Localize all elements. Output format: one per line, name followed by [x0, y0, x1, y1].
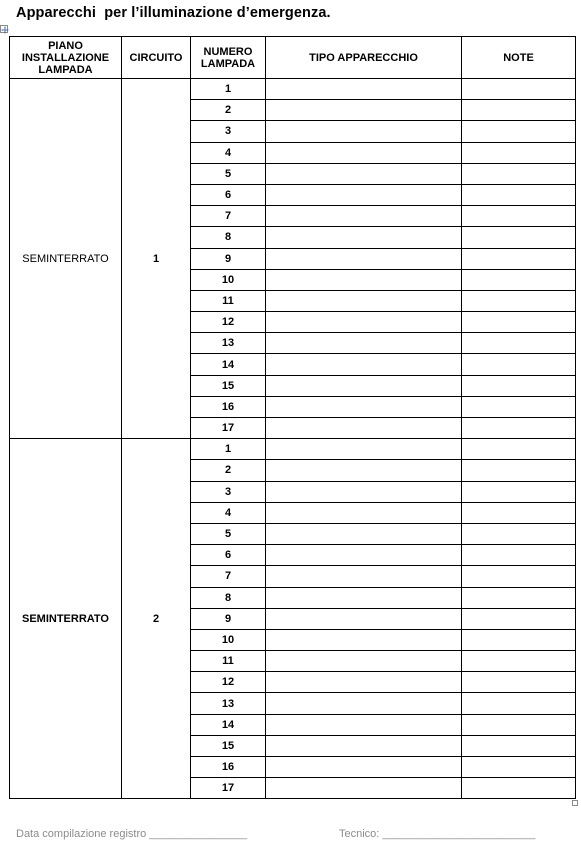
numero-lampada-cell: 16: [191, 757, 266, 778]
numero-lampada-cell: 8: [191, 227, 266, 248]
tipo-apparecchio-cell[interactable]: [266, 735, 462, 756]
tipo-apparecchio-cell[interactable]: [266, 375, 462, 396]
numero-lampada-cell: 8: [191, 587, 266, 608]
numero-lampada-cell: 14: [191, 354, 266, 375]
numero-lampada-cell: 5: [191, 163, 266, 184]
tipo-apparecchio-cell[interactable]: [266, 523, 462, 544]
tipo-apparecchio-cell[interactable]: [266, 142, 462, 163]
numero-lampada-cell: 11: [191, 290, 266, 311]
note-cell[interactable]: [462, 629, 576, 650]
numero-lampada-cell: 12: [191, 312, 266, 333]
note-cell[interactable]: [462, 545, 576, 566]
tipo-apparecchio-cell[interactable]: [266, 439, 462, 460]
tipo-apparecchio-cell[interactable]: [266, 184, 462, 205]
tipo-apparecchio-cell[interactable]: [266, 163, 462, 184]
tipo-apparecchio-cell[interactable]: [266, 100, 462, 121]
page-title: Apparecchi per l’illuminazione d’emergenza.: [16, 5, 331, 21]
note-cell[interactable]: [462, 693, 576, 714]
numero-lampada-cell: 4: [191, 502, 266, 523]
piano-cell: SEMINTERRATO: [10, 439, 122, 799]
note-cell[interactable]: [462, 672, 576, 693]
numero-lampada-cell: 11: [191, 651, 266, 672]
tipo-apparecchio-cell[interactable]: [266, 672, 462, 693]
tipo-apparecchio-cell[interactable]: [266, 629, 462, 650]
tipo-apparecchio-cell[interactable]: [266, 396, 462, 417]
header-tipo: TIPO APPARECCHIO: [266, 37, 462, 79]
tipo-apparecchio-cell[interactable]: [266, 651, 462, 672]
numero-lampada-cell: 4: [191, 142, 266, 163]
note-cell[interactable]: [462, 523, 576, 544]
emergency-lights-table: [9, 36, 576, 799]
note-cell[interactable]: [462, 142, 576, 163]
note-cell[interactable]: [462, 248, 576, 269]
note-cell[interactable]: [462, 312, 576, 333]
numero-lampada-cell: 2: [191, 460, 266, 481]
tipo-apparecchio-cell[interactable]: [266, 460, 462, 481]
numero-lampada-cell: 10: [191, 269, 266, 290]
numero-lampada-cell: 9: [191, 248, 266, 269]
tipo-apparecchio-cell[interactable]: [266, 693, 462, 714]
tipo-apparecchio-cell[interactable]: [266, 269, 462, 290]
note-cell[interactable]: [462, 184, 576, 205]
note-cell[interactable]: [462, 439, 576, 460]
tipo-apparecchio-cell[interactable]: [266, 502, 462, 523]
numero-lampada-cell: 7: [191, 566, 266, 587]
note-cell[interactable]: [462, 206, 576, 227]
numero-lampada-cell: 6: [191, 545, 266, 566]
numero-lampada-cell: 1: [191, 439, 266, 460]
numero-lampada-cell: 1: [191, 79, 266, 100]
note-cell[interactable]: [462, 79, 576, 100]
note-cell[interactable]: [462, 269, 576, 290]
resize-handle-icon[interactable]: [572, 800, 578, 806]
tipo-apparecchio-cell[interactable]: [266, 608, 462, 629]
header-numero: NUMERO LAMPADA: [191, 37, 266, 79]
numero-lampada-cell: 16: [191, 396, 266, 417]
note-cell[interactable]: [462, 460, 576, 481]
note-cell[interactable]: [462, 735, 576, 756]
header-piano: PIANO INSTALLAZIONE LAMPADA: [10, 37, 122, 79]
tipo-apparecchio-cell[interactable]: [266, 312, 462, 333]
move-handle-icon[interactable]: [0, 25, 8, 33]
note-cell[interactable]: [462, 714, 576, 735]
note-cell[interactable]: [462, 757, 576, 778]
tipo-apparecchio-cell[interactable]: [266, 418, 462, 439]
tipo-apparecchio-cell[interactable]: [266, 757, 462, 778]
note-cell[interactable]: [462, 375, 576, 396]
circuito-cell: 1: [122, 79, 191, 439]
data-compilazione-label: Data compilazione registro ________________: [16, 828, 248, 840]
table-row: [10, 79, 576, 100]
tipo-apparecchio-cell[interactable]: [266, 545, 462, 566]
tipo-apparecchio-cell[interactable]: [266, 121, 462, 142]
note-cell[interactable]: [462, 163, 576, 184]
piano-cell: SEMINTERRATO: [10, 79, 122, 439]
tipo-apparecchio-cell[interactable]: [266, 227, 462, 248]
tipo-apparecchio-cell[interactable]: [266, 333, 462, 354]
tipo-apparecchio-cell[interactable]: [266, 481, 462, 502]
table-header-row: [10, 37, 576, 79]
note-cell[interactable]: [462, 566, 576, 587]
numero-lampada-cell: 13: [191, 333, 266, 354]
tipo-apparecchio-cell[interactable]: [266, 566, 462, 587]
numero-lampada-cell: 9: [191, 608, 266, 629]
numero-lampada-cell: 17: [191, 418, 266, 439]
numero-lampada-cell: 15: [191, 375, 266, 396]
numero-lampada-cell: 10: [191, 629, 266, 650]
tipo-apparecchio-cell[interactable]: [266, 587, 462, 608]
numero-lampada-cell: 2: [191, 100, 266, 121]
note-cell[interactable]: [462, 418, 576, 439]
numero-lampada-cell: 14: [191, 714, 266, 735]
circuito-cell: 2: [122, 439, 191, 799]
numero-lampada-cell: 3: [191, 481, 266, 502]
note-cell[interactable]: [462, 396, 576, 417]
note-cell[interactable]: [462, 227, 576, 248]
note-cell[interactable]: [462, 481, 576, 502]
numero-lampada-cell: 13: [191, 693, 266, 714]
tecnico-label: Tecnico: _________________________: [339, 828, 536, 840]
numero-lampada-cell: 3: [191, 121, 266, 142]
note-cell[interactable]: [462, 290, 576, 311]
note-cell[interactable]: [462, 502, 576, 523]
tipo-apparecchio-cell[interactable]: [266, 79, 462, 100]
numero-lampada-cell: 5: [191, 523, 266, 544]
numero-lampada-cell: 17: [191, 778, 266, 799]
numero-lampada-cell: 7: [191, 206, 266, 227]
tipo-apparecchio-cell[interactable]: [266, 778, 462, 799]
note-cell[interactable]: [462, 100, 576, 121]
tipo-apparecchio-cell[interactable]: [266, 206, 462, 227]
header-circuito: CIRCUITO: [122, 37, 191, 79]
note-cell[interactable]: [462, 608, 576, 629]
numero-lampada-cell: 6: [191, 184, 266, 205]
tipo-apparecchio-cell[interactable]: [266, 290, 462, 311]
numero-lampada-cell: 15: [191, 735, 266, 756]
tipo-apparecchio-cell[interactable]: [266, 248, 462, 269]
numero-lampada-cell: 12: [191, 672, 266, 693]
note-cell[interactable]: [462, 333, 576, 354]
tipo-apparecchio-cell[interactable]: [266, 714, 462, 735]
note-cell[interactable]: [462, 121, 576, 142]
tipo-apparecchio-cell[interactable]: [266, 354, 462, 375]
table-row: [10, 439, 576, 460]
note-cell[interactable]: [462, 354, 576, 375]
note-cell[interactable]: [462, 587, 576, 608]
header-note: NOTE: [462, 37, 576, 79]
note-cell[interactable]: [462, 651, 576, 672]
note-cell[interactable]: [462, 778, 576, 799]
